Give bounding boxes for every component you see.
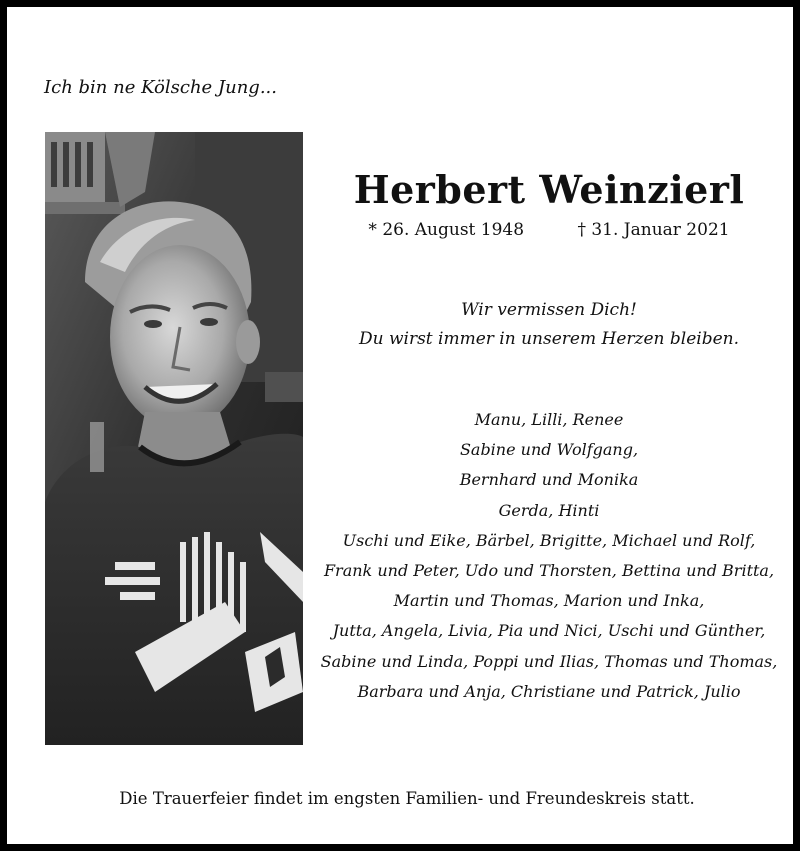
mourner-line: Bernhard und Monika bbox=[459, 470, 639, 490]
mourner-line: Jutta, Angela, Livia, Pia und Nici, Uschi und Günther, bbox=[332, 621, 766, 641]
memorial-message bbox=[307, 296, 791, 354]
mourner-line: Sabine und Linda, Poppi und Ilias, Thomas und Thomas, bbox=[320, 651, 778, 671]
life-dates bbox=[307, 220, 791, 240]
mourner-line: Gerda, Hinti bbox=[498, 500, 600, 520]
deceased-name: Herbert Weinzierl bbox=[353, 167, 745, 212]
mourner-line: Frank und Peter, Udo und Thorsten, Bettina und Britta, bbox=[323, 561, 775, 581]
portrait-photo bbox=[45, 132, 303, 745]
mourners-list bbox=[307, 405, 791, 707]
birth-date: * 26. August 1948 bbox=[368, 220, 525, 240]
mourner-line: Uschi und Eike, Bärbel, Brigitte, Michael und Rolf, bbox=[342, 530, 756, 550]
message-line: Wir vermissen Dich! bbox=[461, 300, 637, 320]
mourner-line: Sabine und Wolfgang, bbox=[459, 440, 639, 460]
motto-text: Ich bin ne Kölsche Jung... bbox=[44, 77, 277, 98]
message-line: Du wirst immer in unserem Herzen bleiben. bbox=[358, 329, 739, 349]
mourner-line: Martin und Thomas, Marion und Inka, bbox=[393, 591, 705, 611]
mourner-line: Manu, Lilli, Renee bbox=[474, 410, 624, 429]
mourner-line: Barbara und Anja, Christiane und Patrick, Julio bbox=[357, 681, 741, 701]
funeral-note: Die Trauerfeier findet im engsten Familien- und Freundeskreis statt. bbox=[119, 789, 695, 808]
death-date: † 31. Januar 2021 bbox=[577, 220, 730, 240]
